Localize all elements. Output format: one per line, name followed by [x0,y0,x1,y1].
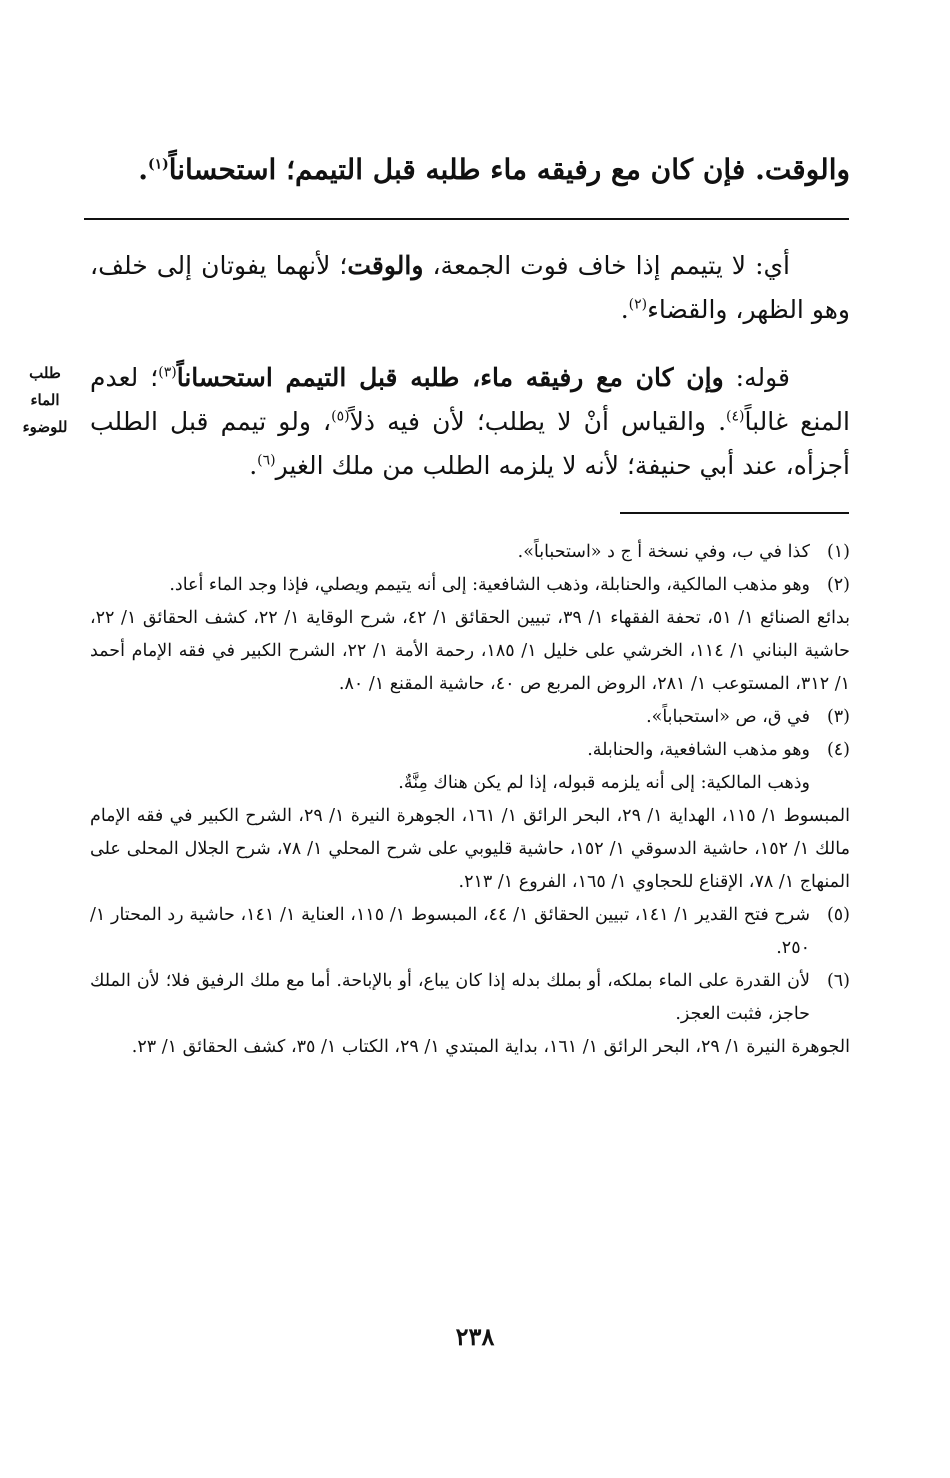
footnote-ref-4[interactable]: (٤) [726,408,745,425]
footnote-number: (١) [826,542,850,562]
page-number: ٢٣٨ [455,1322,495,1351]
footnote-number: (٥) [826,905,850,925]
sharh-text: أي: لا يتيمم إذا خاف فوت الجمعة، [432,251,791,280]
footnote-4 [90,734,850,899]
footnote-6 [90,965,850,1064]
sharh-text: ؛ لأنهما يفوتان إلى خلف، وهو الظهر، والقضاء [90,251,850,324]
sharh-paragraph-2 [90,356,850,488]
sharh-text: ، ولو تيمم قبل الطلب أجزأه، عند أبي حنيفة؛ لأنه لا يلزمه الطلب من ملك الغير [90,407,850,480]
footnote-text: لأن القدرة على الماء بملكه، أو بملك بدله إذا كان يباع، أو بالإباحة. أما مع ملك الرفيق فلا؛ لأن الملك حاجز، فثبت العجز. [90,971,810,1024]
footnote-sources: المبسوط ١/ ١١٥، الهداية ١/ ٢٩، البحر الرائق ١/ ١٦١، الجوهرة النيرة ١/ ٢٩، الشرح الكبير في فقه الإمام مالك ١/ ١٥٢، حاشية الدسوقي ١/ ١٥٢، حاشية قليوبي على شرح المحلي ١/ ٧٨، شرح الجلال المحلى على المنهاج ١/ ٧٨، الإقناع للحجاوي ١/ ١٦٥، الفروع ١/ ٢١٣. [90,806,851,892]
sharh-paragraph-1 [90,244,850,332]
sharh-bold-term: والوقت [347,251,424,280]
footnote-number: (٤) [826,740,850,760]
margin-heading [10,360,80,441]
matn-line: والوقت. فإن كان مع رفيقه ماء طلبه قبل التيمم؛ استحساناً [168,153,850,186]
footnote-2 [90,569,850,701]
footnote-sources: شرح فتح القدير ١/ ١٤١، تبيين الحقائق ١/ ٤٤، المبسوط ١/ ١١٥، العناية ١/ ١٤١، حاشية رد المحتار ١/ ٢٥٠. [90,905,811,958]
margin-heading-line: الماء [30,391,60,409]
matn-separator [84,218,849,220]
footnote-text: في ق، ص «استحباباً». [646,707,810,727]
matn-end: . [138,153,148,186]
sharh-text: . [620,295,629,324]
footnote-number: (٢) [826,575,850,595]
footnote-3 [90,701,850,734]
footnote-text: وذهب المالكية: إلى أنه يلزمه قبوله، إذا لم يكن هناك مِنَّةٌ. [398,773,810,793]
sharh-text: . [249,451,258,480]
footnotes [90,536,850,1064]
margin-heading-line: طلب [29,364,61,382]
footnote-ref-1[interactable]: (١) [147,156,169,173]
footnote-separator [620,512,849,514]
footnote-ref-6[interactable]: (٦) [257,452,276,469]
sharh-text: . والقياس أنْ لا يطلب؛ لأن فيه ذلاً [349,407,727,436]
sharh-text: قوله: [735,363,790,392]
footnote-text: وهو مذهب الشافعية، والحنابلة. [587,740,810,760]
sharh-text: ؛ لعدم المنع غالباً [90,363,850,436]
matn-text [90,150,850,190]
footnote-ref-2[interactable]: (٢) [628,296,648,313]
footnote-number: (٦) [826,971,850,991]
footnote-sources: الجوهرة النيرة ١/ ٢٩، البحر الرائق ١/ ١٦١، بداية المبتدي ١/ ٢٩، الكتاب ١/ ٣٥، كشف الحقائق ١/ ٢٣. [131,1037,850,1057]
footnote-ref-5[interactable]: (٥) [331,408,350,425]
footnote-text: كذا في ب، وفي نسخة أ ج د «استحباباً». [517,542,810,562]
footnote-sources: بدائع الصنائع ١/ ٥١، تحفة الفقهاء ١/ ٣٩، تبيين الحقائق ١/ ٤٢، شرح الوقاية ١/ ٢٢، كشف الحقائق ١/ ٢٢، حاشية البناني ١/ ١١٤، الخرشي على خليل ١/ ١٨٥، رحمة الأمة ١/ ٢٢، الشرح الكبير في فقه الإمام أحمد ١/ ٣١٢، المستوعب ١/ ٢٨١، الروض المربع ص ٤٠، حاشية المقنع ١/ ٨٠. [90,608,851,694]
footnote-number: (٣) [826,707,850,727]
footnote-ref-3[interactable]: (٣) [158,364,177,381]
footnote-1 [90,536,850,569]
footnote-text: وهو مذهب المالكية، والحنابلة، وذهب الشافعية: إلى أنه يتيمم ويصلي، فإذا وجد الماء أعاد. [169,575,810,595]
sharh-bold-quote: وإن كان مع رفيقه ماء، طلبه قبل التيمم استحساناً [176,363,724,392]
footnote-5 [90,899,850,965]
margin-heading-line: للوضوء [22,418,68,436]
